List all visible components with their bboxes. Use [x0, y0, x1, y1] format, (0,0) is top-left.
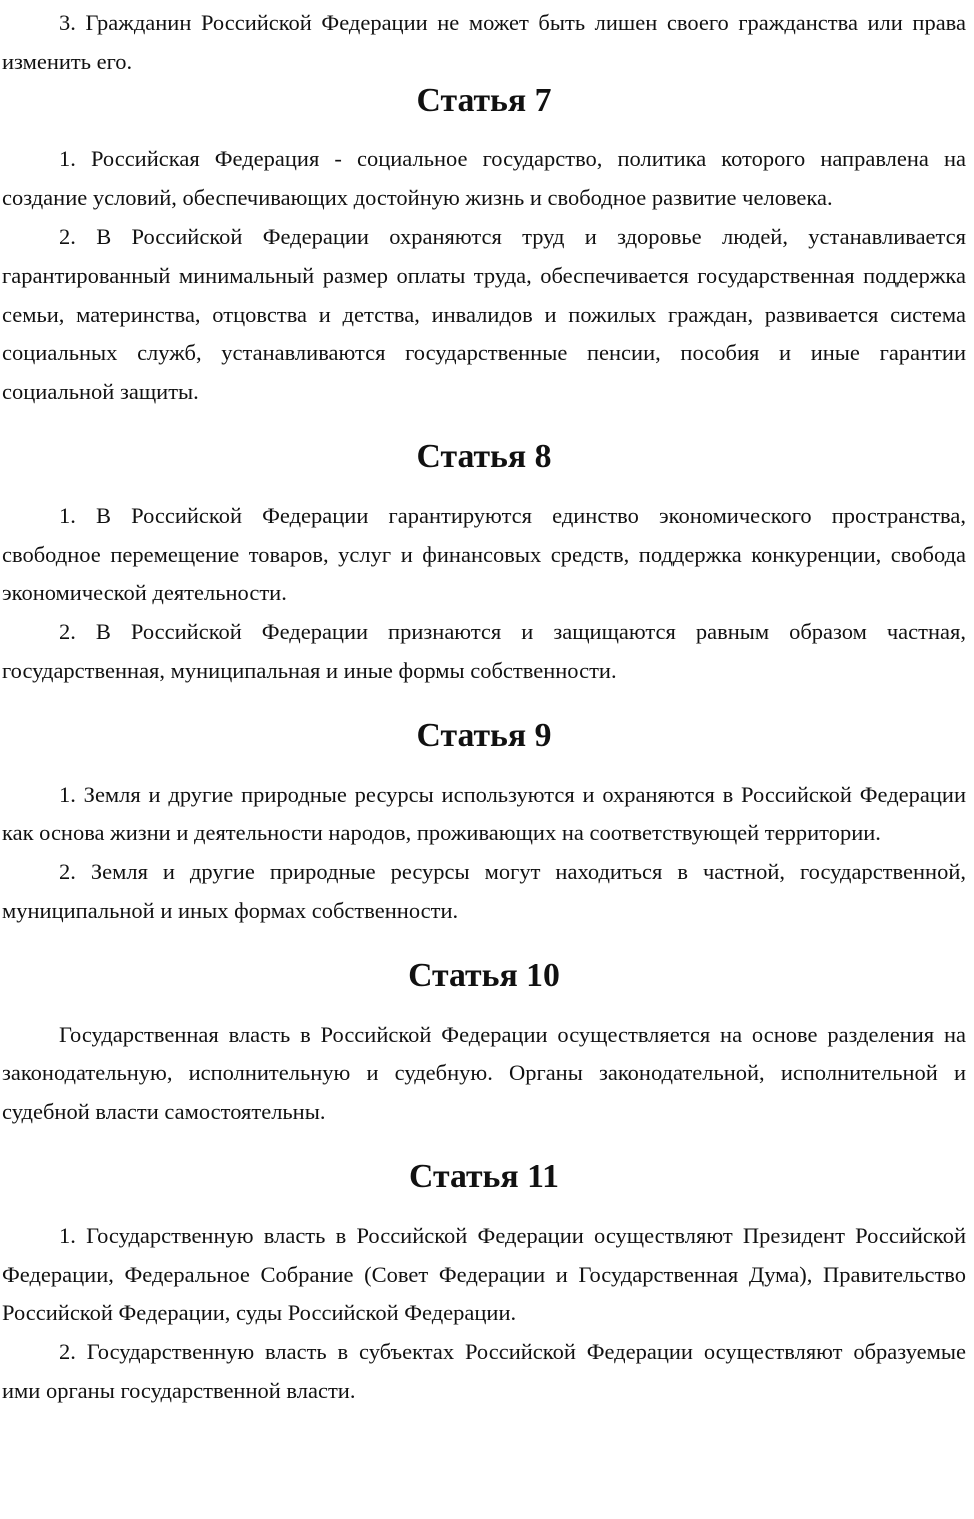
article-11-title: Статья 11	[409, 1157, 559, 1195]
intro-paragraph: 3. Гражданин Российской Федерации не может быть лишен своего гражданства или права изменить его.	[2, 10, 966, 74]
article-8-title: Статья 8	[416, 437, 552, 475]
article-7-paragraph-2: 2. В Российской Федерации охраняются труд и здоровье людей, устанавливается гарантированный минимальный размер оплаты труда, обеспечивается государственная поддержка семьи, материнства, отцовства и детства, инвалидов и пожилых граждан, развивается система социальных служб, устанавливаются государственные пенсии, пособия и иные гарантии социальной защиты.	[2, 223, 966, 405]
document-page	[2, 4, 966, 1411]
article-7-paragraph-1: 1. Российская Федерация - социальное государство, политика которого направлена на создание условий, обеспечивающих достойную жизнь и свободное развитие человека.	[2, 146, 966, 211]
article-8-paragraph-2: 2. В Российской Федерации признаются и защищаются равным образом частная, государственная, муниципальная и иные формы собственности.	[2, 619, 966, 683]
article-9-title: Статья 9	[416, 716, 552, 754]
article-8-paragraph-1: 1. В Российской Федерации гарантируются единство экономического пространства, свободное перемещение товаров, услуг и финансовых средств, поддержка конкуренции, свобода экономической деятельности.	[2, 502, 966, 606]
article-10-title: Статья 10	[408, 956, 560, 994]
article-9-paragraph-1: 1. Земля и другие природные ресурсы используются и охраняются в Российской Федерации как основа жизни и деятельности народов, проживающих на соответствующей территории.	[2, 781, 966, 846]
article-7-title: Статья 7	[416, 81, 552, 119]
article-11-paragraph-1: 1. Государственную власть в Российской Федерации осуществляют Президент Российской Федерации, Федеральное Собрание (Совет Федерации и Государственная Дума), Правительство Российской Федерации, суды Российской Федерации.	[2, 1222, 966, 1326]
article-10-paragraph-1: Государственная власть в Российской Федерации осуществляется на основе разделения на законодательную, исполнительную и судебную. Органы законодательной, исполнительной и судебной власти самостоятельны.	[2, 1021, 966, 1125]
article-11-paragraph-2: 2. Государственную власть в субъектах Российской Федерации осуществляют образуемые ими органы государственной власти.	[2, 1339, 966, 1403]
article-9-paragraph-2: 2. Земля и другие природные ресурсы могут находиться в частной, государственной, муниципальной и иных формах собственности.	[2, 859, 966, 923]
